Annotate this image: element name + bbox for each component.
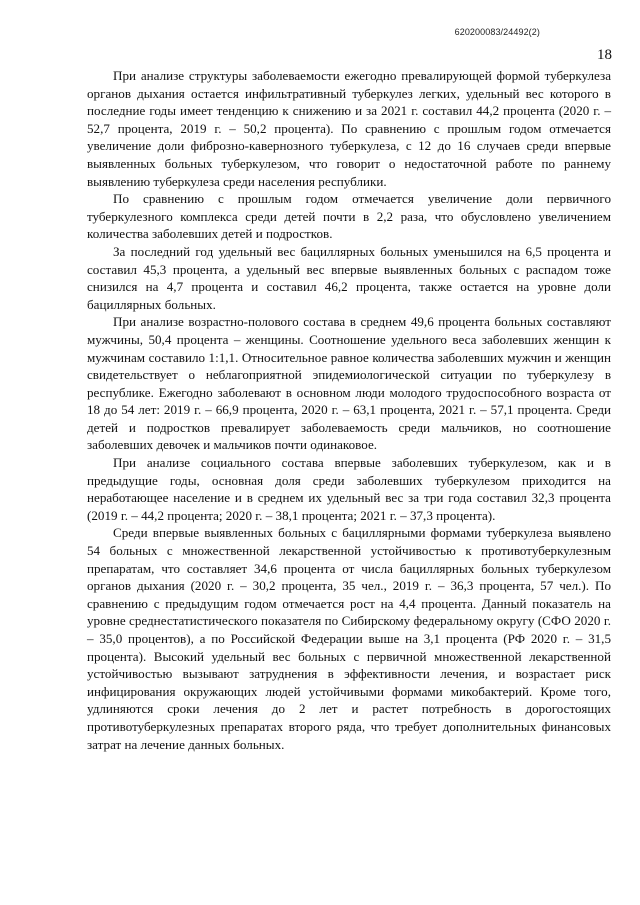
paragraph-primary-complex-children: По сравнению с прошлым годом отмечается увеличение доли первичного туберкулезного комплекса среди детей почти в 2,2 раза, что обусловлено увеличением количества заболевших детей и подростков.	[87, 191, 611, 242]
paragraph-age-sex-composition: При анализе возрастно-полового состава в среднем 49,6 процента больных составляют мужчины, 50,4 процента – женщины. Соотношение удельного веса заболевших женщин к мужчинам составило 1:1,1. Относительное равное количества заболевших мужчин и женщин свидетельствует о неблагоприятной эпидемиологической ситуации по туберкулезу в республике. Ежегодно заболевают в основном люди молодого трудоспособного возраста от 18 до 54 лет: 2019 г. – 66,9 процента, 2020 г. – 63,1 процента, 2021 г. – 57,1 процента. Среди детей и подростков превалирует заболеваемость среди мальчиков, но соотношение заболевших девочек и мальчиков почти одинаковое.	[87, 314, 611, 453]
body-text	[87, 67, 611, 753]
paragraph-bacillary-patients: За последний год удельный вес бациллярных больных уменьшился на 6,5 процента и составил 45,3 процента, а удельный вес впервые выявленных больных с распадом тоже снизился на 4,7 процента и составил 46,2 процента, также остается на уровне доли бациллярных больных.	[87, 243, 611, 312]
paragraph-social-composition: При анализе социального состава впервые заболевших туберкулезом, как и в предыдущие годы, основная доля среди заболевших туберкулезом приходится на неработающее население и в среднем их удельный вес за три года составил 32,3 процента (2019 г. – 44,2 процента; 2020 г. – 38,1 процента; 2021 г. – 37,3 процента).	[87, 455, 611, 523]
paragraph-structure-incidence: При анализе структуры заболеваемости ежегодно превалирующей формой туберкулеза органов дыхания остается инфильтративный туберкулез легких, удельный вес которого в последние годы имеет тенденцию к снижению и за 2021 г. составил 44,2 процента (2020 г. – 52,7 процента, 2019 г. – 50,2 процента). По сравнению с прошлым годом отмечается увеличение доли фиброзно-кавернозного туберкулеза, с 12 до 16 случаев среди впервые выявленных больных туберкулезом, что говорит о недостаточной работе по раннему выявлению туберкулеза среди населения республики.	[87, 68, 611, 189]
page-number: 18	[597, 47, 612, 63]
paragraph-drug-resistance: Среди впервые выявленных больных с бациллярными формами туберкулеза выявлено 54 больных с множественной лекарственной устойчивостью к противотуберкулезным препаратам, что составляет 34,6 процента от числа бациллярных больных туберкулезом органов дыхания (2020 г. – 30,2 процента, 35 чел., 2019 г. – 36,3 процента, 57 чел.). По сравнению с предыдущим годом отмечается рост на 4,4 процента. Данный показатель на уровне среднестатистического показателя по Сибирскому федеральному округу (СФО 2020 г. – 35,0 процентов), а по Российской Федерации выше на 3,1 процента (РФ 2020 г. – 31,5 процента). Высокий удельный вес больных с первичной множественной лекарственной устойчивостью вызывают затруднения в эффективности лечения, и возрастает риск инфицирования окружающих людей устойчивыми формами микобактерий. Кроме того, удлиняются сроки лечения до 2 лет и растет потребность в дорогостоящих противотуберкулезных препаратах второго ряда, что требует дополнительных финансовых затрат на лечение данных больных.	[87, 525, 611, 752]
document-id: 620200083/24492(2)	[454, 27, 540, 37]
